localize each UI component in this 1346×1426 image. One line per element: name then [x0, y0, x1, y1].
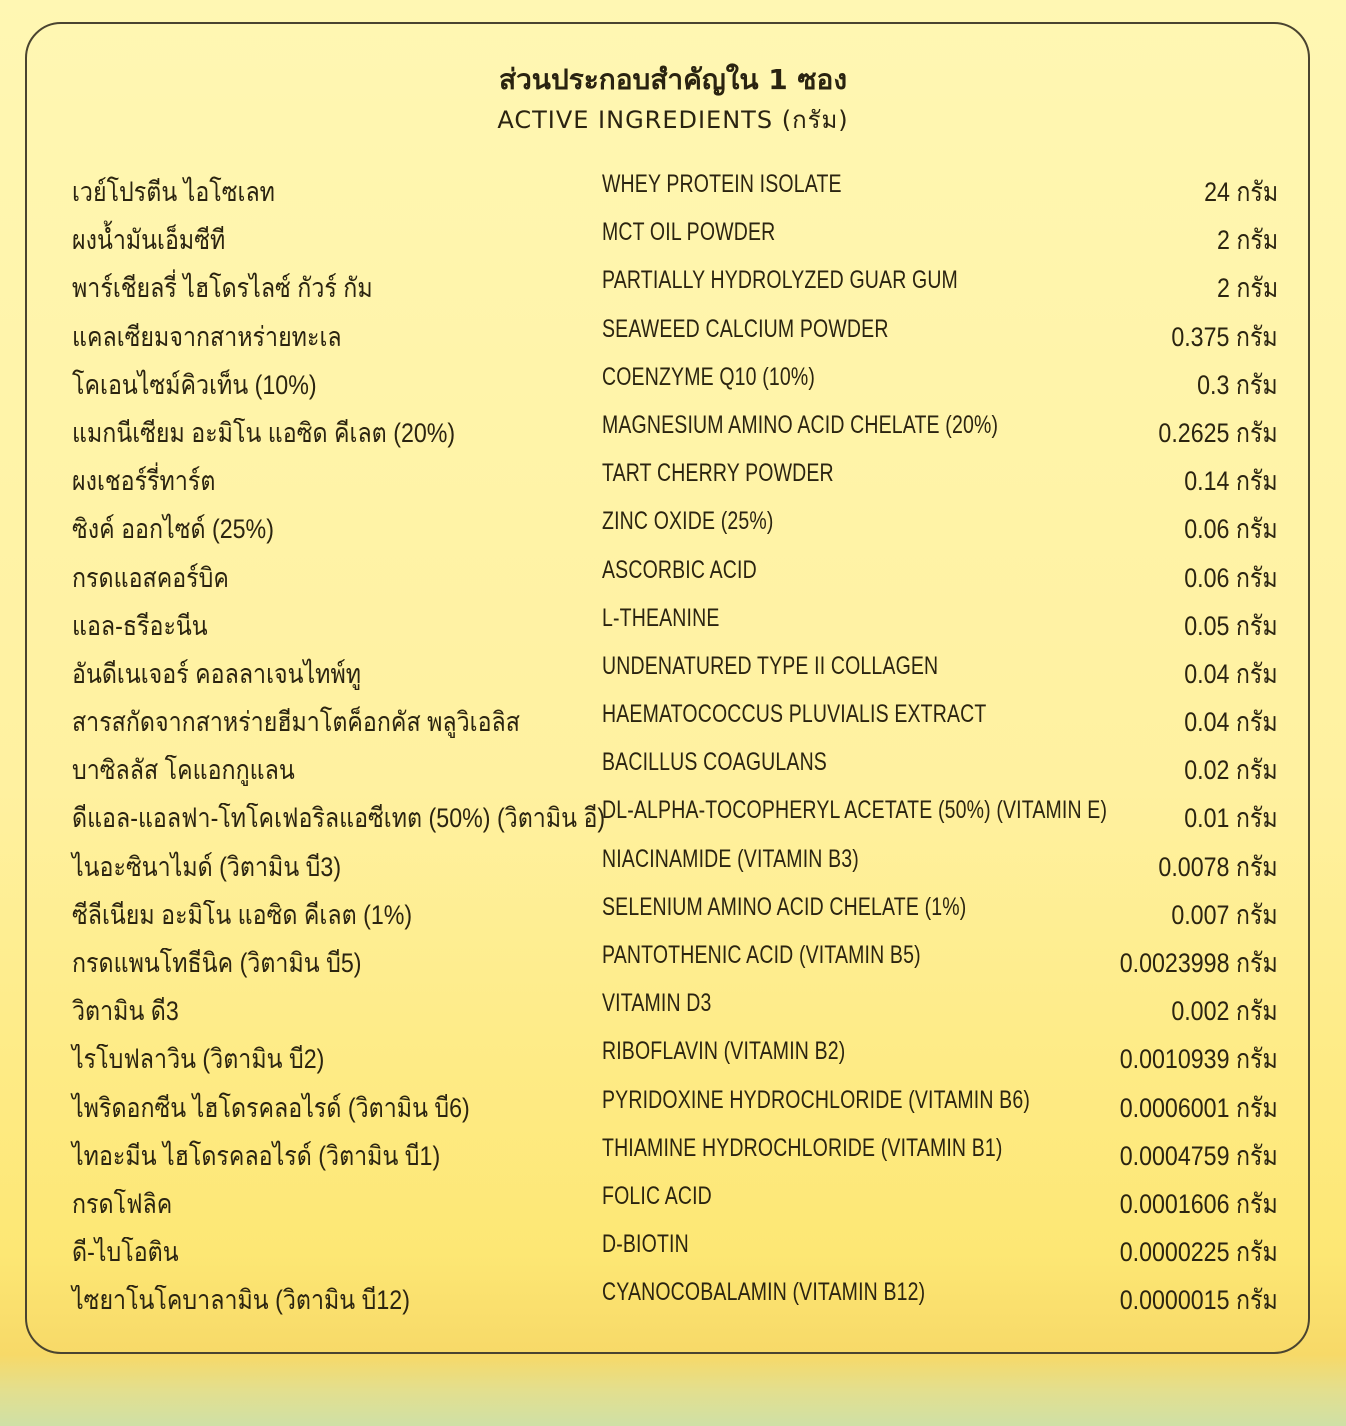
ingredient-name-english: NIACINAMIDE (VITAMIN B3) [602, 844, 859, 873]
ingredient-name-thai: พาร์เชียลรี่ ไฮโดรไลซ์ กัวร์ กัม [72, 273, 373, 304]
ingredient-amount: 0.0006001 กรัม [1119, 1092, 1278, 1123]
ingredient-row [0, 648, 1346, 696]
ingredient-name-thai: ไทอะมีน ไฮโดรคลอไรด์ (วิตามิน บี1) [72, 1140, 441, 1171]
ingredient-amount: 0.01 กรัม [1184, 803, 1278, 834]
ingredient-name-english: MAGNESIUM AMINO ACID CHELATE (20%) [602, 410, 999, 439]
ingredient-amount: 0.007 กรัม [1171, 899, 1278, 930]
ingredient-amount: 0.375 กรัม [1171, 321, 1278, 352]
ingredient-amount: 0.05 กรัม [1184, 610, 1278, 641]
ingredient-row [0, 311, 1346, 359]
ingredient-row [0, 262, 1346, 310]
ingredient-name-thai: ไพริดอกซีน ไฮโดรคลอไรด์ (วิตามิน บี6) [72, 1092, 470, 1123]
ingredient-name-thai: บาซิลลัส โคแอกกูแลน [72, 755, 295, 786]
ingredient-name-english: COENZYME Q10 (10%) [602, 362, 816, 391]
ingredient-row [0, 696, 1346, 744]
ingredient-name-english: L-THEANINE [602, 603, 720, 632]
ingredient-row [0, 1082, 1346, 1130]
ingredient-name-thai: ซิงค์ ออกไซด์ (25%) [72, 514, 274, 545]
ingredient-row [0, 359, 1346, 407]
ingredient-name-english: RIBOFLAVIN (VITAMIN B2) [602, 1037, 846, 1066]
ingredient-name-english: UNDENATURED TYPE II COLLAGEN [602, 651, 939, 680]
ingredient-row [0, 1178, 1346, 1226]
ingredient-name-thai: ไซยาโนโคบาลามิน (วิตามิน บี12) [72, 1285, 410, 1316]
ingredient-row [0, 552, 1346, 600]
ingredient-name-thai: แมกนีเซียม อะมิโน แอซิด คีเลต (20%) [72, 417, 456, 448]
ingredient-name-english: PYRIDOXINE HYDROCHLORIDE (VITAMIN B6) [602, 1085, 1030, 1114]
ingredient-name-english: HAEMATOCOCCUS PLUVIALIS EXTRACT [602, 700, 987, 729]
ingredient-row [0, 407, 1346, 455]
ingredient-row [0, 455, 1346, 503]
ingredient-row [0, 214, 1346, 262]
ingredient-name-thai: ซีลีเนียม อะมิโน แอซิด คีเลต (1%) [72, 899, 413, 930]
ingredient-amount: 2 กรัม [1216, 273, 1278, 304]
ingredient-name-english: ASCORBIC ACID [602, 555, 757, 584]
ingredient-name-thai: ผงน้ำมันเอ็มซีที [72, 225, 226, 256]
ingredient-amount: 0.0000225 กรัม [1119, 1237, 1278, 1268]
ingredient-name-thai: ดีแอล-แอลฟา-โทโคเฟอริลแอซีเทต (50%) (วิตามิน อี) [72, 803, 606, 834]
ingredient-amount: 0.0010939 กรัม [1119, 1044, 1278, 1075]
ingredient-name-english: SELENIUM AMINO ACID CHELATE (1%) [602, 892, 967, 921]
ingredient-amount: 0.06 กรัม [1184, 562, 1278, 593]
ingredient-amount: 0.0000015 กรัม [1119, 1285, 1278, 1316]
ingredient-amount: 0.04 กรัม [1184, 707, 1278, 738]
title-thai: ส่วนประกอบสำคัญใน 1 ซอง [498, 63, 848, 96]
ingredient-name-thai: เวย์โปรตีน ไอโซเลท [72, 177, 276, 207]
ingredient-name-thai: ผงเชอร์รี่ทาร์ต [72, 466, 216, 497]
ingredient-name-english: PARTIALLY HYDROLYZED GUAR GUM [602, 266, 958, 295]
ingredient-amount: 0.14 กรัม [1184, 466, 1278, 497]
ingredient-row [0, 1033, 1346, 1081]
ingredient-name-english: FOLIC ACID [602, 1181, 712, 1210]
ingredient-name-thai: ดี-ไบโอติน [72, 1237, 179, 1268]
ingredient-name-english: PANTOTHENIC ACID (VITAMIN B5) [602, 941, 921, 969]
title-english: ACTIVE INGREDIENTS (กรัม) [497, 106, 849, 134]
ingredient-amount: 0.0023998 กรัม [1119, 948, 1278, 978]
ingredient-row [0, 889, 1346, 937]
ingredient-amount: 0.3 กรัม [1197, 369, 1278, 400]
ingredient-name-thai: กรดแอสคอร์บิค [72, 562, 229, 593]
ingredient-name-english: CYANOCOBALAMIN (VITAMIN B12) [602, 1278, 926, 1307]
ingredient-row [0, 792, 1346, 840]
ingredient-name-thai: อันดีเนเจอร์ คอลลาเจนไทพ์ทู [72, 658, 362, 689]
ingredient-name-thai: ไนอะซินาไมด์ (วิตามิน บี3) [72, 851, 342, 882]
ingredient-amount: 2 กรัม [1216, 225, 1278, 256]
ingredient-name-english: VITAMIN D3 [602, 989, 712, 1018]
ingredient-name-thai: แคลเซียมจากสาหร่ายทะเล [72, 321, 342, 352]
ingredient-name-thai: สารสกัดจากสาหร่ายฮีมาโตค็อกคัส พลูวิเอลิส [72, 707, 520, 738]
ingredient-name-thai: โคเอนไซม์คิวเท็น (10%) [72, 369, 317, 400]
ingredient-row [0, 1274, 1346, 1322]
ingredient-row [0, 600, 1346, 648]
ingredient-amount: 0.0001606 กรัม [1119, 1188, 1278, 1219]
ingredient-amount: 0.02 กรัม [1184, 755, 1278, 786]
ingredient-name-english: SEAWEED CALCIUM POWDER [602, 314, 889, 343]
ingredient-name-thai: กรดโฟลิค [72, 1188, 173, 1219]
ingredient-amount: 0.04 กรัม [1184, 658, 1278, 689]
ingredient-amount: 24 กรัม [1203, 177, 1278, 207]
ingredient-name-english: WHEY PROTEIN ISOLATE [602, 170, 842, 198]
ingredient-row [0, 841, 1346, 889]
ingredient-name-thai: ไรโบฟลาวิน (วิตามิน บี2) [72, 1044, 325, 1075]
ingredient-name-english: THIAMINE HYDROCHLORIDE (VITAMIN B1) [602, 1133, 1003, 1162]
ingredient-row [0, 985, 1346, 1033]
ingredient-amount: 0.06 กรัม [1184, 514, 1278, 545]
ingredient-row [0, 166, 1346, 214]
ingredient-row [0, 1130, 1346, 1178]
ingredient-name-english: DL-ALPHA-TOCOPHERYL ACETATE (50%) (VITAMIN E) [602, 796, 1108, 825]
ingredient-list [0, 166, 1346, 1323]
ingredient-name-thai: วิตามิน ดี3 [72, 996, 179, 1027]
ingredient-name-english: ZINC OXIDE (25%) [602, 507, 774, 536]
ingredient-name-english: MCT OIL POWDER [602, 218, 776, 247]
ingredient-amount: 0.0078 กรัม [1158, 851, 1278, 882]
ingredient-name-thai: กรดแพนโทธีนิค (วิตามิน บี5) [72, 948, 362, 978]
ingredient-row [0, 1226, 1346, 1274]
ingredient-row [0, 503, 1346, 551]
ingredient-name-english: TART CHERRY POWDER [602, 459, 834, 488]
ingredient-row [0, 937, 1346, 985]
ingredient-amount: 0.002 กรัม [1171, 996, 1278, 1027]
ingredient-row [0, 744, 1346, 792]
ingredient-name-thai: แอล-ธรีอะนีน [72, 610, 208, 641]
ingredient-amount: 0.2625 กรัม [1158, 417, 1278, 448]
ingredient-name-english: BACILLUS COAGULANS [602, 748, 827, 777]
ingredient-name-english: D-BIOTIN [602, 1230, 689, 1259]
ingredient-amount: 0.0004759 กรัม [1119, 1140, 1278, 1171]
